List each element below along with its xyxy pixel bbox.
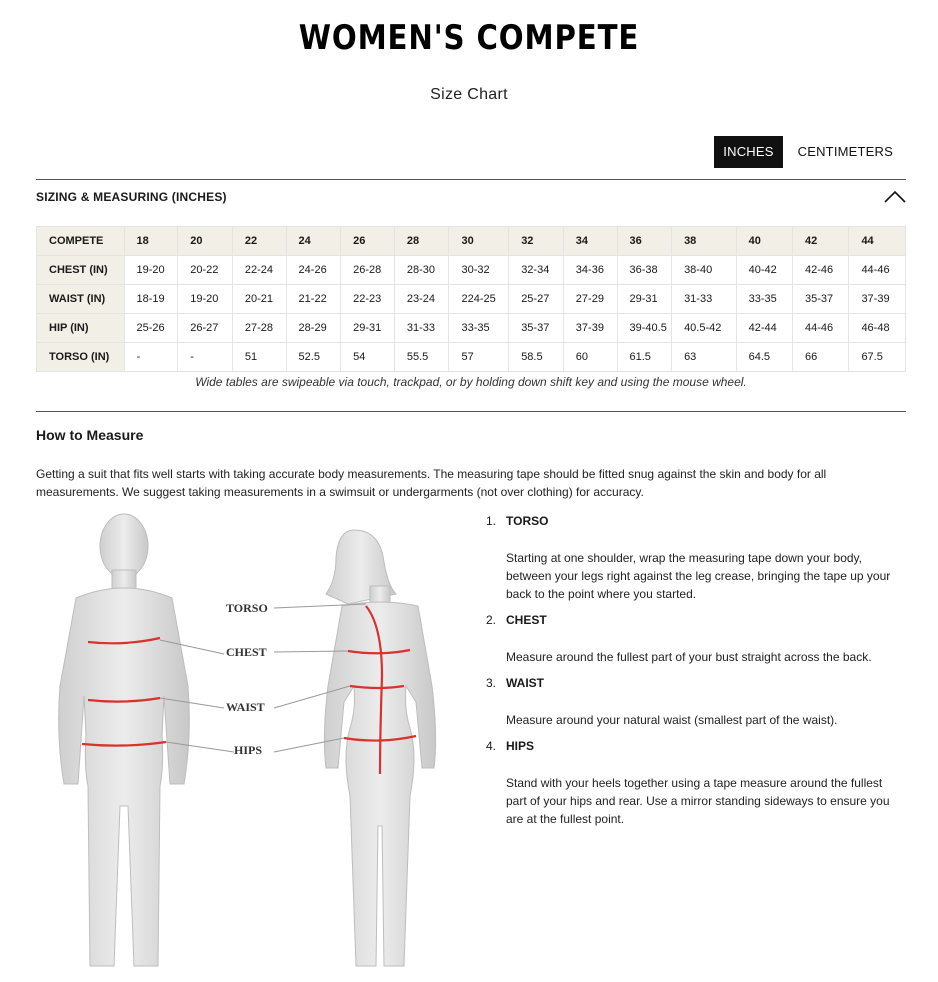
step-description: Stand with your heels together using a tape measure around the fullest part of your hips and rear. Use a mirror standing sideways to ensure you are at the fullest point.	[506, 776, 890, 826]
step-number: 4.	[486, 739, 497, 753]
row-label: HIP (IN)	[37, 314, 125, 343]
table-cell: 32-34	[509, 256, 564, 285]
table-cell: 27-28	[232, 314, 286, 343]
table-cell: 58.5	[509, 343, 564, 372]
unit-toggle	[714, 136, 902, 168]
step-description: Starting at one shoulder, wrap the measuring tape down your body, between your legs right against the leg crease, bringing the tape up your back to the point where you started.	[506, 551, 891, 601]
step-description: Measure around your natural waist (smallest part of the waist).	[506, 713, 838, 727]
table-cell: 44-46	[849, 256, 906, 285]
section-title: SIZING & MEASURING (INCHES)	[36, 190, 227, 204]
size-column-header: 24	[286, 227, 341, 256]
section-divider	[36, 411, 906, 412]
table-cell: 29-31	[617, 285, 672, 314]
table-header-row	[37, 227, 906, 256]
table-cell: 40.5-42	[672, 314, 737, 343]
table-cell: 35-37	[793, 285, 849, 314]
table-cell: 35-37	[509, 314, 564, 343]
measure-steps	[486, 512, 906, 836]
table-cell: 44-46	[793, 314, 849, 343]
size-column-header: 32	[509, 227, 564, 256]
table-cell: 30-32	[449, 256, 509, 285]
step-number: 2.	[486, 613, 497, 627]
table-cell: 64.5	[736, 343, 792, 372]
table-cell: 19-20	[178, 285, 233, 314]
table-cell: 40-42	[736, 256, 792, 285]
size-column-header: 26	[341, 227, 395, 256]
table-cell: 33-35	[736, 285, 792, 314]
centimeters-button[interactable]: CENTIMETERS	[789, 136, 902, 168]
table-cell: 38-40	[672, 256, 737, 285]
table-cell: 36-38	[617, 256, 672, 285]
table-row	[37, 256, 906, 285]
table-cell: 18-19	[124, 285, 178, 314]
male-figure	[59, 514, 190, 966]
diagram-label-hips: HIPS	[234, 743, 263, 757]
table-cell: 31-33	[394, 314, 449, 343]
size-column-header: 30	[449, 227, 509, 256]
table-cell: 24-26	[286, 256, 341, 285]
table-cell: 29-31	[341, 314, 395, 343]
table-cell: 63	[672, 343, 737, 372]
diagram-label-waist: WAIST	[226, 700, 265, 714]
table-cell: 21-22	[286, 285, 341, 314]
size-column-header: 38	[672, 227, 737, 256]
table-cell: 25-27	[509, 285, 564, 314]
row-label: TORSO (IN)	[37, 343, 125, 372]
size-column-header: 28	[394, 227, 449, 256]
table-cell: 52.5	[286, 343, 341, 372]
table-cell: 31-33	[672, 285, 737, 314]
table-cell: 34-36	[563, 256, 617, 285]
step-name: WAIST	[506, 676, 544, 690]
how-to-measure-title: How to Measure	[36, 427, 144, 443]
table-cell: 67.5	[849, 343, 906, 372]
table-cell: 54	[341, 343, 395, 372]
measurement-diagram	[36, 506, 456, 976]
size-column-header: 20	[178, 227, 233, 256]
table-cell: 26-27	[178, 314, 233, 343]
inches-button[interactable]: INCHES	[714, 136, 782, 168]
diagram-label-torso: TORSO	[226, 601, 268, 615]
diagram-label-chest: CHEST	[226, 645, 267, 659]
table-cell: 37-39	[849, 285, 906, 314]
table-cell: 66	[793, 343, 849, 372]
chevron-up-icon[interactable]	[884, 190, 906, 207]
size-column-header: 18	[124, 227, 178, 256]
table-cell: 37-39	[563, 314, 617, 343]
how-to-intro: Getting a suit that fits well starts with taking accurate body measurements. The measuring tape should be fitted snug against the skin and body for all measurements. We suggest taking measurements in a swimsuit or undergarments (not over clothing) for accuracy.	[36, 467, 827, 499]
table-cell: 57	[449, 343, 509, 372]
table-corner-header: COMPETE	[37, 227, 125, 256]
page-subtitle: Size Chart	[430, 86, 508, 103]
step-name: HIPS	[506, 739, 535, 753]
table-cell: 55.5	[394, 343, 449, 372]
table-cell: -	[124, 343, 178, 372]
size-table	[36, 226, 906, 372]
table-cell: 28-29	[286, 314, 341, 343]
table-cell: 224-25	[449, 285, 509, 314]
size-table-scroller[interactable]	[36, 226, 906, 373]
row-label: CHEST (IN)	[37, 256, 125, 285]
table-cell: 60	[563, 343, 617, 372]
measure-step	[486, 674, 906, 729]
measure-step	[486, 737, 906, 828]
table-cell: 51	[232, 343, 286, 372]
step-name: TORSO	[506, 514, 549, 528]
size-column-header: 22	[232, 227, 286, 256]
table-cell: 46-48	[849, 314, 906, 343]
table-row	[37, 343, 906, 372]
size-column-header: 40	[736, 227, 792, 256]
table-cell: 19-20	[124, 256, 178, 285]
table-cell: 61.5	[617, 343, 672, 372]
table-cell: 33-35	[449, 314, 509, 343]
table-row	[37, 285, 906, 314]
table-cell: 26-28	[341, 256, 395, 285]
section-divider	[36, 179, 906, 180]
measure-step	[486, 512, 906, 603]
step-number: 3.	[486, 676, 497, 690]
table-cell: -	[178, 343, 233, 372]
table-cell: 28-30	[394, 256, 449, 285]
step-description: Measure around the fullest part of your bust straight across the back.	[506, 650, 872, 664]
table-cell: 42-44	[736, 314, 792, 343]
table-row	[37, 314, 906, 343]
table-cell: 42-46	[793, 256, 849, 285]
size-column-header: 36	[617, 227, 672, 256]
size-column-header: 42	[793, 227, 849, 256]
table-cell: 22-23	[341, 285, 395, 314]
table-cell: 20-21	[232, 285, 286, 314]
table-cell: 22-24	[232, 256, 286, 285]
table-cell: 23-24	[394, 285, 449, 314]
page-title: WOMEN'S COMPETE	[298, 18, 640, 58]
table-cell: 20-22	[178, 256, 233, 285]
size-column-header: 34	[563, 227, 617, 256]
table-cell: 25-26	[124, 314, 178, 343]
table-cell: 39-40.5	[617, 314, 672, 343]
section-header[interactable]	[36, 190, 906, 204]
measure-step	[486, 611, 906, 666]
table-cell: 27-29	[563, 285, 617, 314]
size-column-header: 44	[849, 227, 906, 256]
step-name: CHEST	[506, 613, 547, 627]
row-label: WAIST (IN)	[37, 285, 125, 314]
step-number: 1.	[486, 514, 497, 528]
swipe-hint: Wide tables are swipeable via touch, trackpad, or by holding down shift key and using the mouse wheel.	[195, 375, 747, 389]
